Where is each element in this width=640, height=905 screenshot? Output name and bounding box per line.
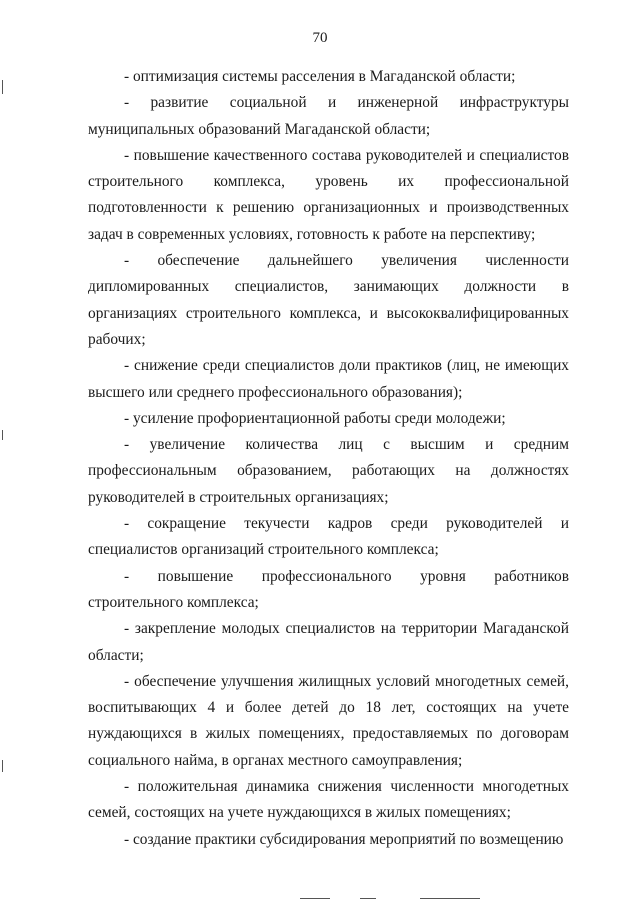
- scan-edge-mark: [2, 80, 3, 94]
- scan-edge-mark: [2, 430, 3, 440]
- paragraph: - развитие социальной и инженерной инфраструктуры муниципальных образований Магаданской области;: [88, 94, 569, 138]
- paragraph: - обеспечение улучшения жилищных условий многодетных семей, воспитывающих 4 и более детей до 18 лет, состоящих на учете нуждающихся в жилых помещениях, предоставляемых по договорам социального найма, в органах местного самоуправления;: [88, 672, 569, 769]
- paragraph: - оптимизация системы расселения в Магаданской области;: [124, 68, 516, 85]
- paragraph: - увеличение количества лиц с высшим и средним профессиональным образованием, работающих на должностях руководителей в строительных организациях;: [88, 436, 569, 506]
- paragraph: - усиление профориентационной работы среди молодежи;: [124, 409, 506, 427]
- paragraph: - повышение качественного состава руководителей и специалистов строительного комплекса, уровень их профессиональной подготовленности к решению организационных и производственных задач в современных условиях, готовность к работе на перспективу;: [88, 146, 569, 243]
- scan-edge-mark: [2, 760, 3, 772]
- scan-edge-mark: [300, 898, 330, 899]
- paragraph: - сокращение текучести кадров среди руководителей и специалистов организаций строительного комплекса;: [88, 515, 569, 559]
- page-number: 70: [312, 30, 328, 46]
- scan-edge-mark: [420, 898, 480, 899]
- document-body: [88, 64, 569, 853]
- scan-edge-mark: [360, 898, 376, 899]
- paragraph: - обеспечение дальнейшего увеличения численности дипломированных специалистов, занимающих должности в организациях строительного комплекса, и высококвалифицированных рабочих;: [88, 252, 569, 348]
- paragraph: - положительная динамика снижения численности многодетных семей, состоящих на учете нуждающихся в жилых помещениях;: [88, 778, 569, 822]
- paragraph: - создание практики субсидирования мероприятий по возмещению: [124, 830, 564, 848]
- paragraph: - снижение среди специалистов доли практиков (лиц, не имеющих высшего или среднего профессионального образования);: [88, 357, 569, 401]
- paragraph: - повышение профессионального уровня работников строительного комплекса;: [88, 567, 569, 611]
- paragraph: - закрепление молодых специалистов на территории Магаданской области;: [88, 620, 569, 664]
